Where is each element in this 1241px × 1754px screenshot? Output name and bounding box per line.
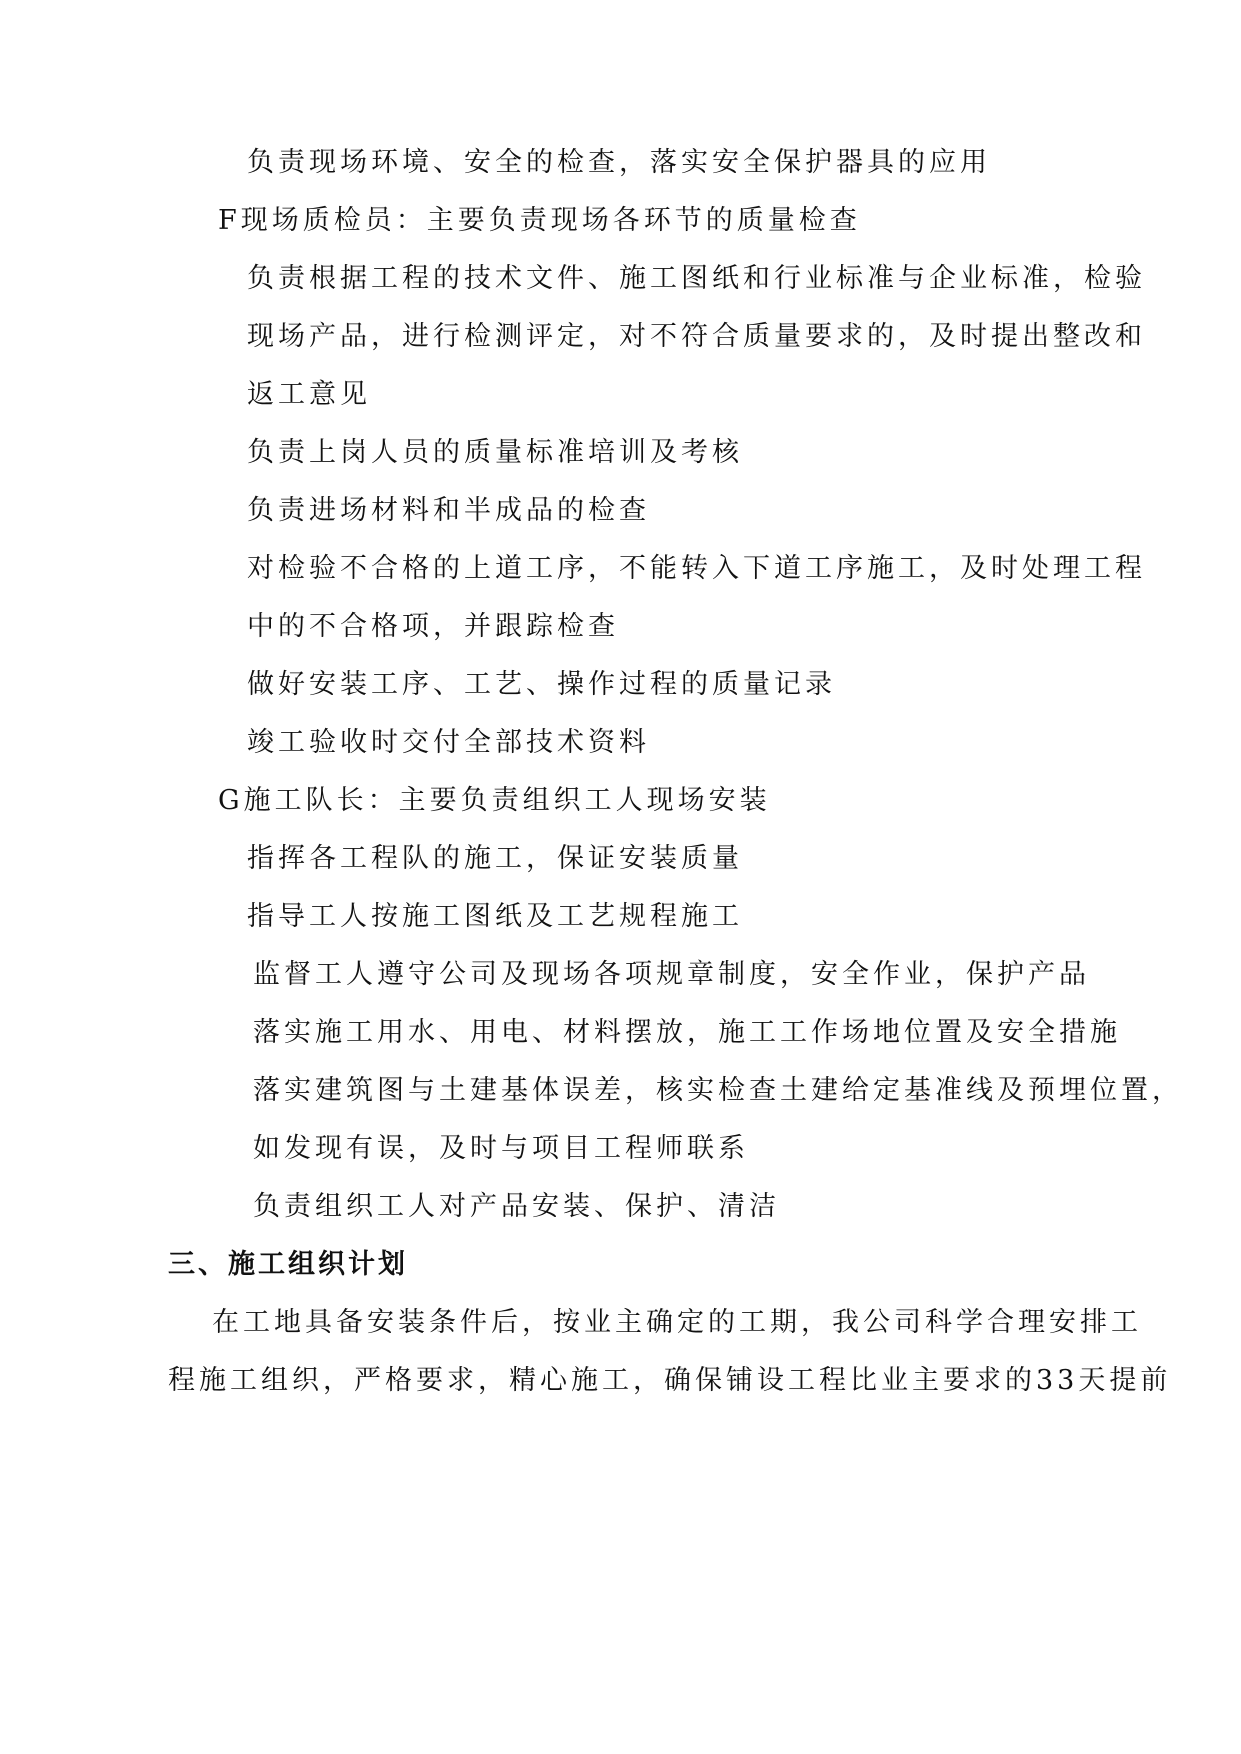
text-line: 负责上岗人员的质量标准培训及考核 — [247, 437, 743, 468]
text-line: 返工意见 — [247, 379, 371, 410]
role-heading-team-leader: G施工队长：主要负责组织工人现场安装 — [218, 785, 771, 816]
paragraph-line: 在工地具备安装条件后，按业主确定的工期，我公司科学合理安排工 — [212, 1307, 1142, 1338]
role-heading-quality-inspector: F现场质检员：主要负责现场各环节的质量检查 — [218, 205, 861, 236]
text-line: 现场产品，进行检测评定，对不符合质量要求的，及时提出整改和 — [247, 321, 1146, 352]
text-line: 负责现场环境、安全的检查，落实安全保护器具的应用 — [247, 147, 991, 178]
section-heading: 三、施工组织计划 — [168, 1249, 408, 1280]
text-line: 对检验不合格的上道工序，不能转入下道工序施工，及时处理工程 — [247, 553, 1146, 584]
text-line: 竣工验收时交付全部技术资料 — [247, 727, 650, 758]
text-line: 负责组织工人对产品安装、保护、清洁 — [253, 1191, 780, 1222]
text-line: 监督工人遵守公司及现场各项规章制度，安全作业，保护产品 — [253, 959, 1090, 990]
text-line: 指导工人按施工图纸及工艺规程施工 — [247, 901, 743, 932]
text-line: 负责根据工程的技术文件、施工图纸和行业标准与企业标准，检验 — [247, 263, 1146, 294]
text-line: 指挥各工程队的施工，保证安装质量 — [247, 843, 743, 874]
text-line: 中的不合格项，并跟踪检查 — [247, 611, 619, 642]
text-line: 落实施工用水、用电、材料摆放，施工工作场地位置及安全措施 — [253, 1017, 1121, 1048]
text-line: 负责进场材料和半成品的检查 — [247, 495, 650, 526]
text-line: 落实建筑图与土建基体误差，核实检查土建给定基准线及预埋位置， — [253, 1075, 1183, 1106]
paragraph-line: 程施工组织，严格要求，精心施工，确保铺设工程比业主要求的33天提前 — [168, 1365, 1172, 1396]
text-line: 如发现有误，及时与项目工程师联系 — [253, 1133, 749, 1164]
text-line: 做好安装工序、工艺、操作过程的质量记录 — [247, 669, 836, 700]
